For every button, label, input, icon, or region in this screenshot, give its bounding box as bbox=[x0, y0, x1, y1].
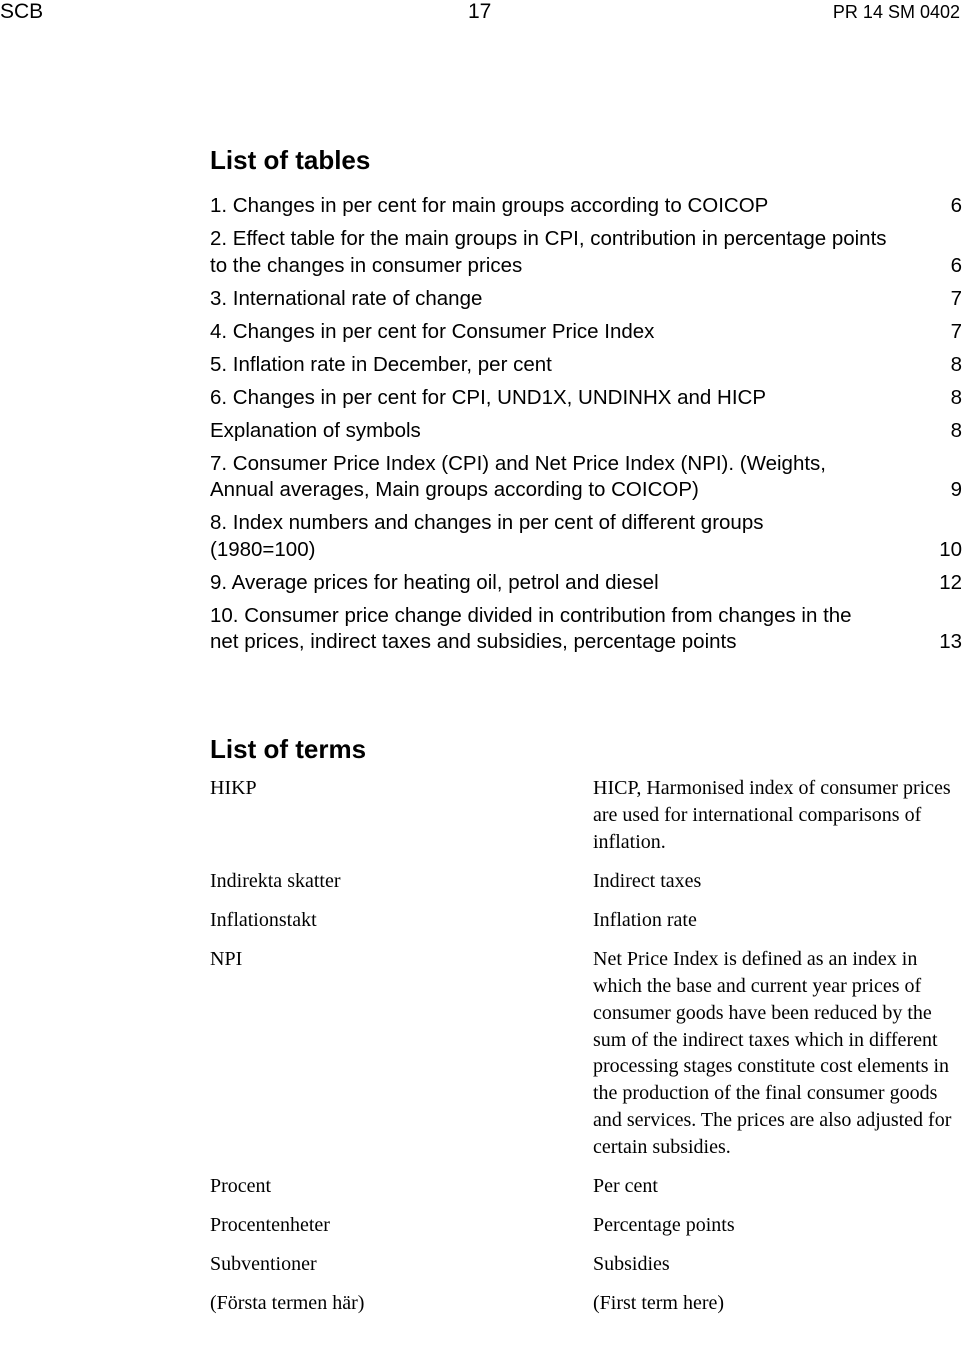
toc-entry-page: 13 bbox=[939, 630, 962, 653]
toc-entry-page: 7 bbox=[950, 319, 962, 343]
page-number: 17 bbox=[468, 0, 492, 23]
term-row bbox=[210, 1251, 960, 1278]
toc-entry-page: 8 bbox=[950, 418, 962, 442]
term-english: Per cent bbox=[593, 1174, 658, 1197]
tables-heading: List of tables bbox=[210, 145, 371, 175]
term-row bbox=[210, 907, 960, 934]
toc-entry[interactable] bbox=[210, 451, 962, 504]
term-swedish: Subventioner bbox=[210, 1253, 317, 1276]
toc-entry-title: 10. Consumer price change divided in contribution from changes in the net prices, indirect taxes and subsidies, percentage points bbox=[210, 603, 852, 653]
term-row bbox=[210, 1212, 960, 1239]
term-english: Net Price Index is defined as an index in which the base and current year prices of consumer goods have been reduced by the sum of the indirect taxes which in different processing stages constitute cost elements in the production of the final consumer goods and services. The prices are also adjusted for certain subsidies. bbox=[593, 948, 952, 1158]
toc-entry-title: 7. Consumer Price Index (CPI) and Net Price Index (NPI). (Weights, Annual averages, Main groups according to COICOP) bbox=[210, 451, 826, 501]
publication-code: PR 14 SM 0402 bbox=[832, 2, 960, 22]
term-english: Indirect taxes bbox=[593, 869, 702, 892]
term-swedish: (Första termen här) bbox=[210, 1292, 365, 1315]
term-swedish: HIKP bbox=[210, 777, 257, 799]
toc-entry-page: 6 bbox=[950, 194, 962, 217]
term-swedish: Procentenheter bbox=[210, 1214, 330, 1237]
header-org: SCB bbox=[0, 0, 44, 23]
term-english: HICP, Harmonised index of consumer prices are used for international comparisons of inflation. bbox=[593, 777, 951, 853]
term-english: Subsidies bbox=[593, 1253, 670, 1276]
toc-entry-page: 7 bbox=[950, 286, 962, 310]
toc-entry[interactable] bbox=[210, 226, 962, 279]
toc-entry-title: 5. Inflation rate in December, per cent bbox=[210, 352, 552, 376]
toc-entry-title: 1. Changes in per cent for main groups according to COICOP bbox=[210, 194, 769, 217]
term-swedish: NPI bbox=[210, 948, 243, 971]
term-swedish: Inflationstakt bbox=[210, 908, 317, 931]
term-row bbox=[210, 1290, 960, 1317]
toc-entry[interactable] bbox=[210, 352, 962, 379]
toc-entry[interactable] bbox=[210, 385, 962, 412]
toc-entry-page: 8 bbox=[950, 385, 962, 409]
toc-entry-page: 9 bbox=[950, 478, 962, 501]
toc-entry[interactable] bbox=[210, 418, 962, 445]
toc-entry-page: 12 bbox=[939, 570, 962, 594]
term-row bbox=[210, 868, 960, 895]
toc-entry-title: 9. Average prices for heating oil, petrol and diesel bbox=[210, 570, 659, 594]
toc-entry[interactable] bbox=[210, 319, 962, 346]
toc-entry[interactable] bbox=[210, 286, 962, 313]
toc-entry[interactable] bbox=[210, 603, 962, 656]
toc-entry-page: 6 bbox=[950, 253, 962, 277]
toc-entry-title: 6. Changes in per cent for CPI, UND1X, UNDINHX and HICP bbox=[210, 385, 766, 409]
term-row bbox=[210, 946, 960, 1160]
toc-entry-page: 8 bbox=[950, 352, 962, 376]
term-english: Percentage points bbox=[593, 1214, 735, 1237]
toc-entry-title: 8. Index numbers and changes in per cent of different groups (1980=100) bbox=[210, 511, 764, 561]
toc-entry[interactable] bbox=[210, 570, 962, 597]
term-english: Inflation rate bbox=[593, 908, 697, 931]
term-row bbox=[210, 1173, 960, 1200]
term-swedish: Procent bbox=[210, 1174, 272, 1197]
toc-entry-title: 2. Effect table for the main groups in CPI, contribution in percentage points to the changes in consumer prices bbox=[210, 227, 887, 277]
table-of-contents bbox=[210, 193, 962, 662]
term-row bbox=[210, 775, 960, 855]
page-header bbox=[0, 0, 960, 30]
toc-entry[interactable] bbox=[210, 193, 962, 220]
term-english: (First term here) bbox=[593, 1292, 725, 1315]
toc-entry-page: 10 bbox=[939, 537, 962, 561]
toc-entry-title: 3. International rate of change bbox=[210, 286, 483, 310]
toc-entry[interactable] bbox=[210, 510, 962, 563]
term-swedish: Indirekta skatter bbox=[210, 869, 341, 892]
terms-glossary bbox=[210, 775, 960, 1330]
terms-heading: List of terms bbox=[210, 734, 367, 764]
toc-entry-title: Explanation of symbols bbox=[210, 418, 421, 442]
toc-entry-title: 4. Changes in per cent for Consumer Price Index bbox=[210, 319, 655, 343]
